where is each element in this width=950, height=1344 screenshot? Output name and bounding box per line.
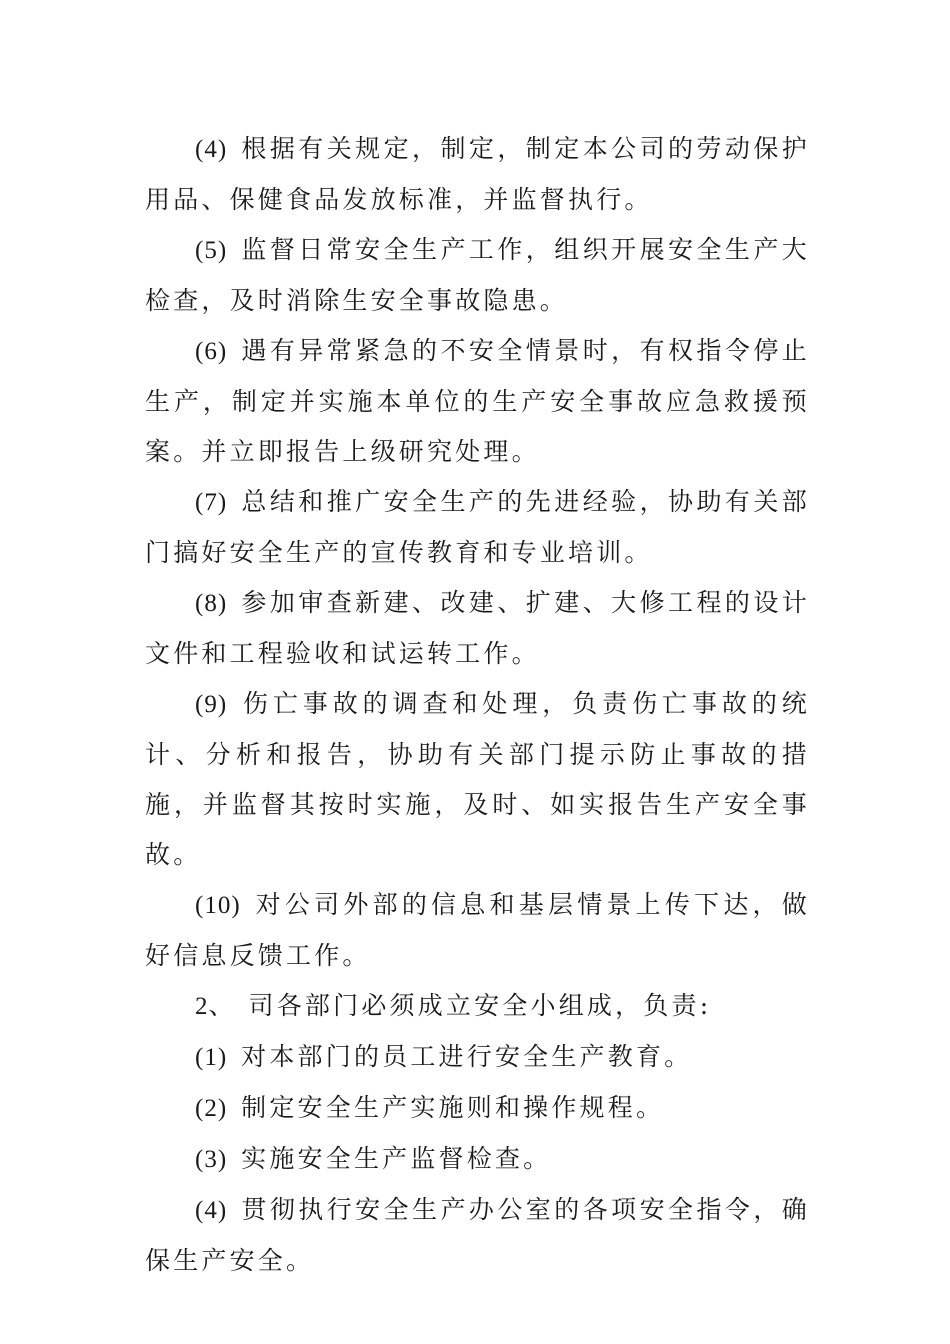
paragraph-item-9 <box>145 679 810 880</box>
item-number: (1) <box>195 1044 228 1071</box>
paragraph-text: 总结和推广安全生产的先进经验，协助有关部门搞好安全生产的宣传教育和专业培训。 <box>145 487 810 567</box>
document-body <box>145 124 810 1286</box>
section-text: 司各部门必须成立安全小组成，负责: <box>248 991 712 1020</box>
paragraph-item-10 <box>145 880 810 981</box>
paragraph-item-4 <box>145 124 810 225</box>
item-number: (7) <box>195 489 228 516</box>
paragraph-item-7 <box>145 477 810 578</box>
sub-item-2 <box>145 1083 810 1134</box>
sub-item-1 <box>145 1032 810 1083</box>
paragraph-text: 伤亡事故的调查和处理，负责伤亡事故的统计、分析和报告，协助有关部门提示防止事故的措施，并监督其按时实施，及时、如实报告生产安全事故。 <box>145 689 810 869</box>
item-number: (8) <box>195 590 228 617</box>
item-number: (3) <box>195 1146 228 1173</box>
paragraph-text: 实施安全生产监督检查。 <box>241 1144 552 1173</box>
paragraph-item-5 <box>145 225 810 326</box>
paragraph-text: 对公司外部的信息和基层情景上传下达，做好信息反馈工作。 <box>145 890 810 970</box>
item-number: (4) <box>195 1197 228 1224</box>
section-number: 2、 <box>195 993 235 1020</box>
paragraph-text: 参加审查新建、改建、扩建、大修工程的设计文件和工程验收和试运转工作。 <box>145 588 810 668</box>
sub-item-3 <box>145 1134 810 1185</box>
paragraph-text: 根据有关规定，制定，制定本公司的劳动保护用品、保健食品发放标准，并监督执行。 <box>145 134 810 214</box>
item-number: (6) <box>195 338 228 365</box>
section-heading-2 <box>145 981 810 1032</box>
paragraph-text: 贯彻执行安全生产办公室的各项安全指令，确保生产安全。 <box>145 1195 810 1275</box>
paragraph-item-8 <box>145 578 810 679</box>
paragraph-text: 监督日常安全生产工作，组织开展安全生产大检查，及时消除生安全事故隐患。 <box>145 235 810 315</box>
paragraph-text: 遇有异常紧急的不安全情景时，有权指令停止生产，制定并实施本单位的生产安全事故应急救援预案。并立即报告上级研究处理。 <box>145 336 810 466</box>
item-number: (2) <box>195 1095 228 1122</box>
item-number: (5) <box>195 237 228 264</box>
paragraph-text: 制定安全生产实施则和操作规程。 <box>241 1093 665 1122</box>
item-number: (4) <box>195 136 228 163</box>
paragraph-item-6 <box>145 326 810 477</box>
item-number: (10) <box>195 892 241 919</box>
item-number: (9) <box>195 691 228 718</box>
sub-item-4 <box>145 1185 810 1286</box>
paragraph-text: 对本部门的员工进行安全生产教育。 <box>241 1042 693 1071</box>
